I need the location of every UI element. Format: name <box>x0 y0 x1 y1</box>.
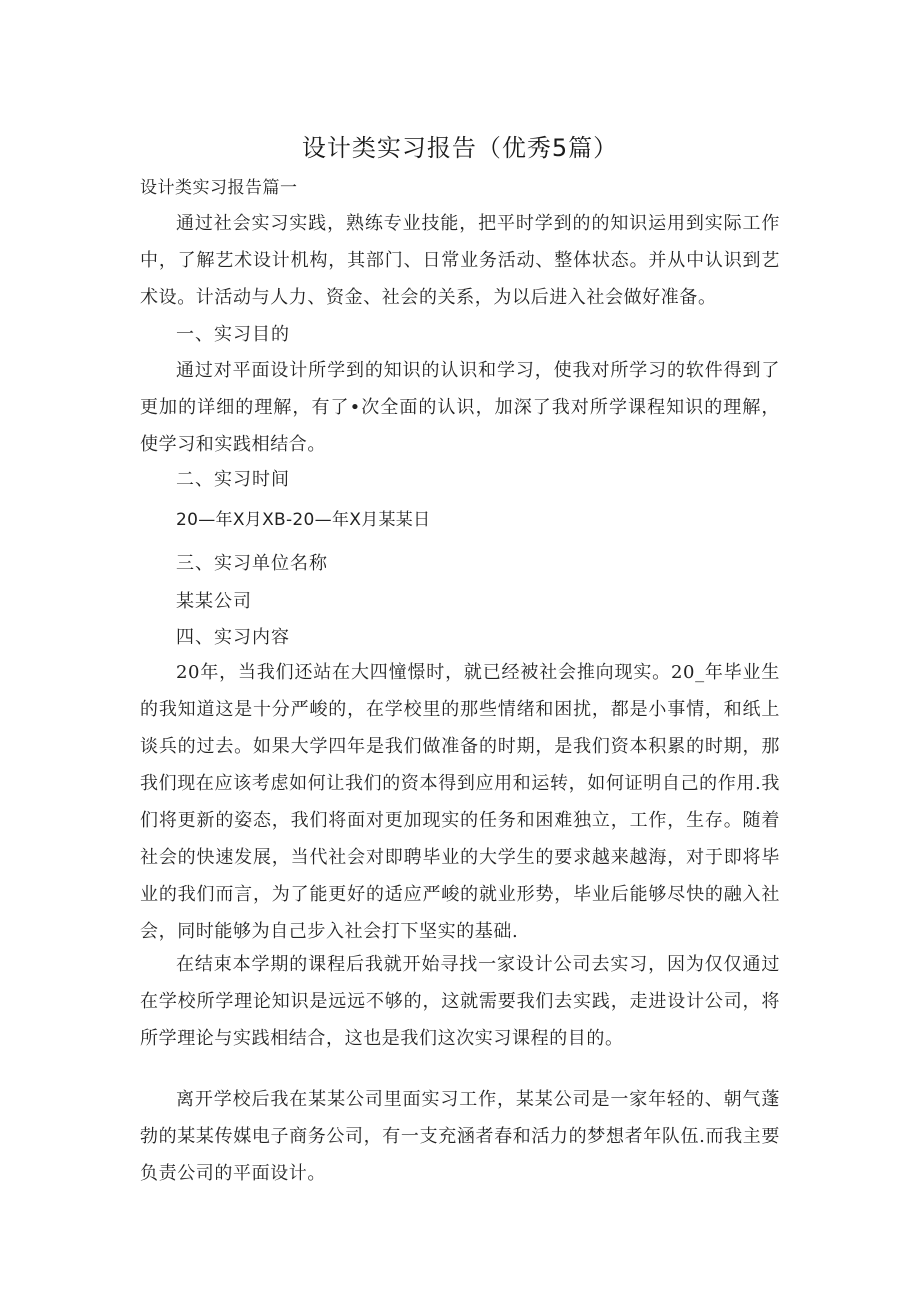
internship-time-value: 20—年X月XB-20—年X月某某日 <box>176 510 431 530</box>
heading-purpose: 一、实习目的 <box>176 324 290 345</box>
heading-time: 二、实习时间 <box>176 469 290 490</box>
paragraph-intro: 通过社会实习实践，熟练专业技能，把平时学到的的知识运用到实际工作中，了解艺术设计机构，其部门、日常业务活动、整体状态。并从中认识到艺术设。计活动与人力、资金、社会的关系，为以后进入社会做好准备。 <box>140 213 780 308</box>
heading-content: 四、实习内容 <box>176 627 290 648</box>
section-subtitle: 设计类实习报告篇一 <box>140 178 298 198</box>
paragraph-purpose: 通过对平面设计所学到的知识的认识和学习，使我对所学习的软件得到了更加的详细的理解，有了•次全面的认识，加深了我对所学课程知识的理解，使学习和实践相结合。 <box>140 360 780 455</box>
company-name: 某某公司 <box>176 591 252 612</box>
paragraph-content-2: 在结束本学期的课程后我就开始寻找一家设计公司去实习，因为仅仅通过在学校所学理论知识是远远不够的，这就需要我们去实践，走进设计公司，将所学理论与实践相结合，这也是我们这次实习课程的目的。 <box>140 954 780 1049</box>
paragraph-content-3: 离开学校后我在某某公司里面实习工作，某某公司是一家年轻的、朝气蓬勃的某某传媒电子商务公司，有一支充涵者春和活力的梦想者年队伍.而我主要负责公司的平面设计。 <box>140 1089 780 1184</box>
heading-company: 三、实习单位名称 <box>176 553 328 574</box>
paragraph-content-1: 20年，当我们还站在大四憧憬时，就已经被社会推向现实。20_年毕业生的我知道这是十分严峻的，在学校里的那些情绪和困扰，都是小事情，和纸上谈兵的过去。如果大学四年是我们做准备的时期，是我们资本积累的时期，那我们现在应该考虑如何让我们的资本得到应用和运转，如何证明自己的作用.我们将更新的姿态，我们将面对更加现实的任务和困难独立，工作，生存。随着社会的快速发展，当代社会对即聘毕业的大学生的要求越来越海，对于即将毕业的我们而言，为了能更好的适应严峻的就业形势，毕业后能够尽快的融入社会，同时能够为自己步入社会打下坚实的基础. <box>140 662 780 942</box>
document-title: 设计类实习报告（优秀5篇） <box>301 134 619 162</box>
